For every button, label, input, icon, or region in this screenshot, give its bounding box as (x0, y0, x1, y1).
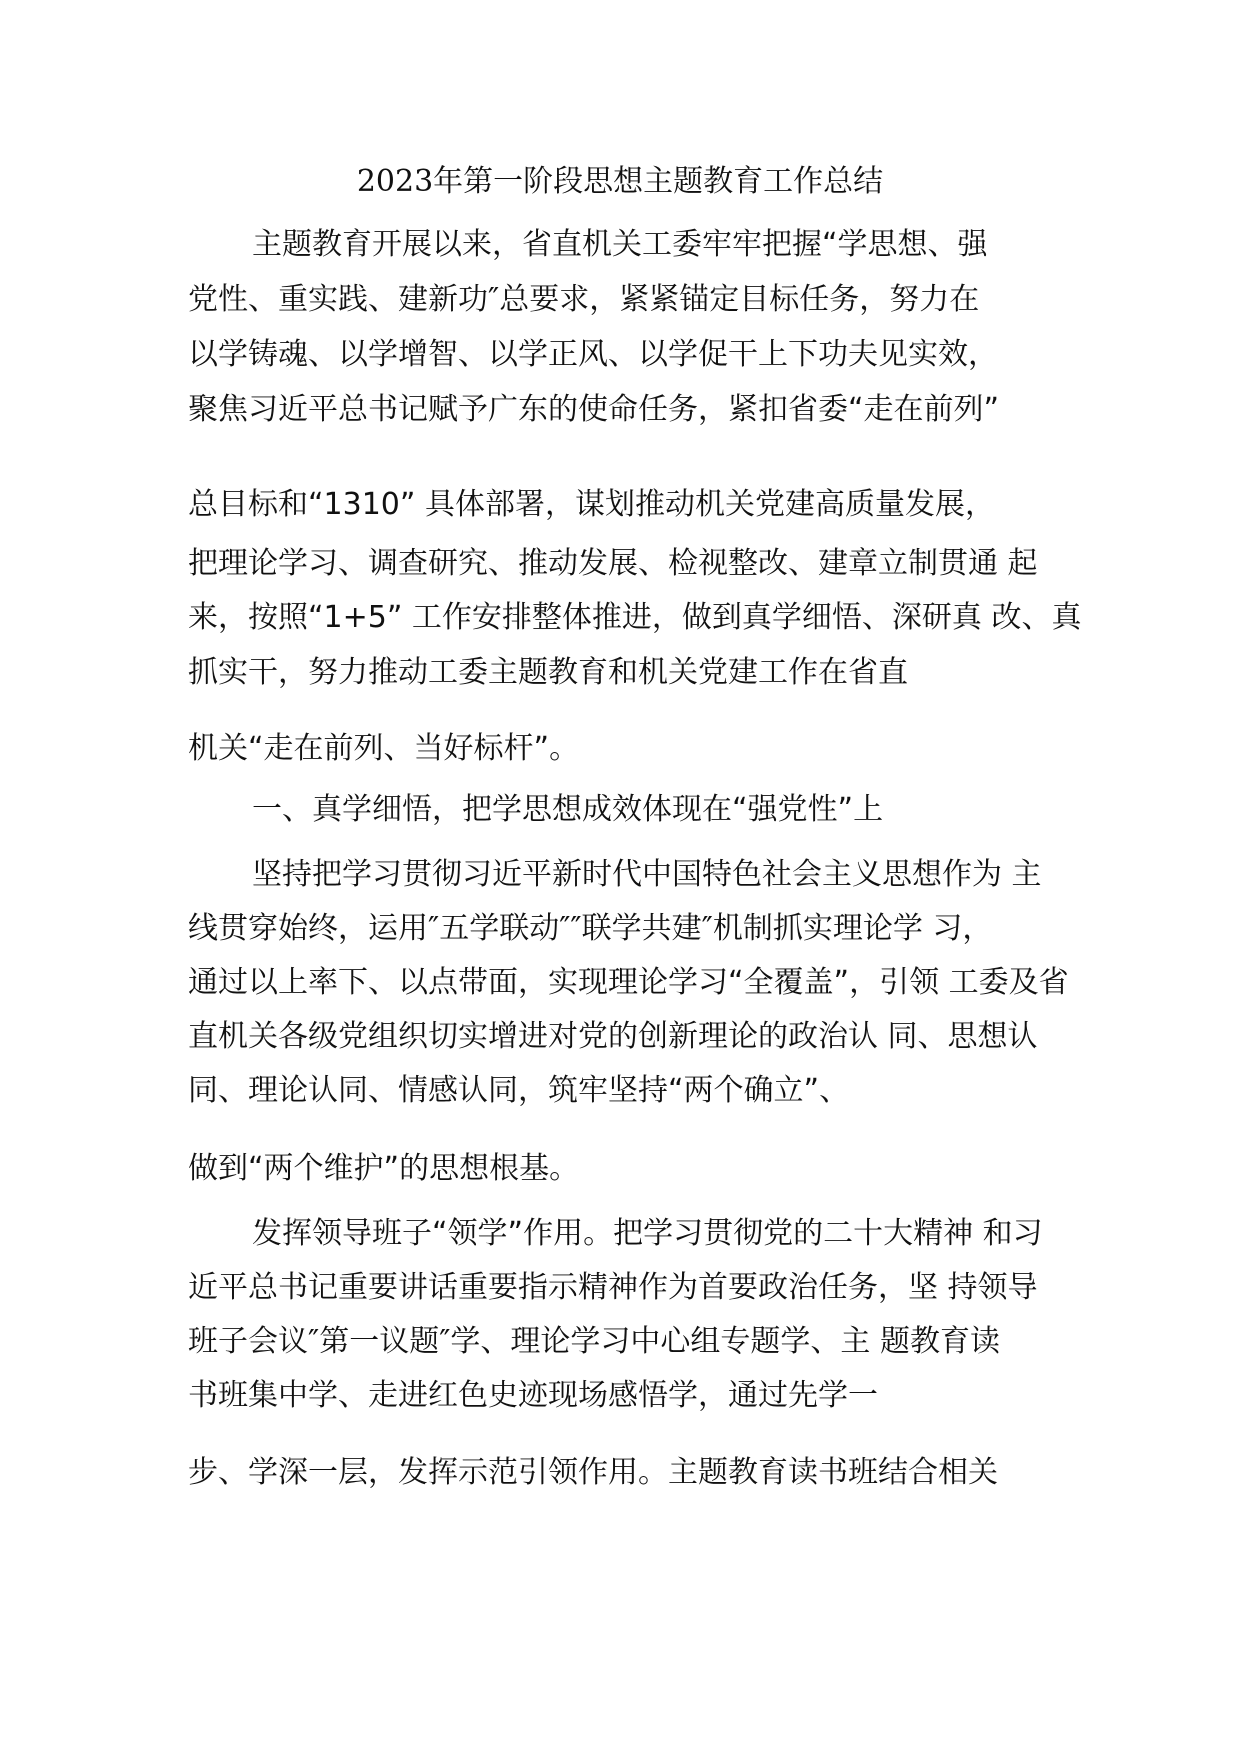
body-line-1: 主题教育开展以来，省直机关工委牢牢把握“学思想、强 (252, 227, 988, 262)
body-line-12: 线贯穿始终，运用″五学联动″″联学共建″机制抓实理论学 习， (188, 911, 993, 946)
body-line-13: 通过以上率下、以点带面，实现理论学习“全覆盖”，引领 工委及省 (188, 965, 1069, 1000)
document-title: 2023年第一阶段思想主题教育工作总结 (356, 164, 884, 199)
body-line-14: 直机关各级党组织切实增进对党的创新理论的政治认 同、思想认 (188, 1019, 1038, 1054)
body-line-7: 来，按照“1+5” 工作安排整体推进，做到真学细悟、深研真 改、真 (188, 600, 1082, 635)
body-line-19: 班子会议″第一议题″学、理论学习中心组专题学、主 题教育读 (188, 1324, 1000, 1359)
section-heading-1: 一、真学细悟，把学思想成效体现在“强党性”上 (252, 792, 884, 827)
body-line-15: 同、理论认同、情感认同，筑牢坚持“两个确立”、 (188, 1073, 850, 1108)
body-line-16: 做到“两个维护”的思想根基。 (188, 1151, 580, 1186)
body-line-5: 总目标和“1310” 具体部署，谋划推动机关党建高质量发展， (188, 487, 995, 522)
body-line-21: 步、学深一层，发挥示范引领作用。主题教育读书班结合相关 (188, 1455, 998, 1490)
body-line-9: 机关“走在前列、当好标杆”。 (188, 731, 580, 766)
body-line-18: 近平总书记重要讲话重要指示精神作为首要政治任务，坚 持领导 (188, 1270, 1038, 1305)
body-line-17: 发挥领导班子“领学”作用。把学习贯彻党的二十大精神 和习 (252, 1216, 1043, 1251)
body-line-4: 聚焦习近平总书记赋予广东的使命任务，紧扣省委“走在前列” (188, 392, 1000, 427)
body-line-20: 书班集中学、走进红色史迹现场感悟学，通过先学一 (188, 1378, 878, 1413)
body-line-8: 抓实干，努力推动工委主题教育和机关党建工作在省直 (188, 655, 908, 690)
body-line-2: 党性、重实践、建新功″总要求，紧紧锚定目标任务，努力在 (188, 282, 980, 317)
body-line-11: 坚持把学习贯彻习近平新时代中国特色社会主义思想作为 主 (252, 857, 1042, 892)
body-line-3: 以学铸魂、以学增智、以学正风、以学促干上下功夫见实效， (188, 337, 998, 372)
body-line-6: 把理论学习、调查研究、推动发展、检视整改、建章立制贯通 起 (188, 546, 1038, 581)
